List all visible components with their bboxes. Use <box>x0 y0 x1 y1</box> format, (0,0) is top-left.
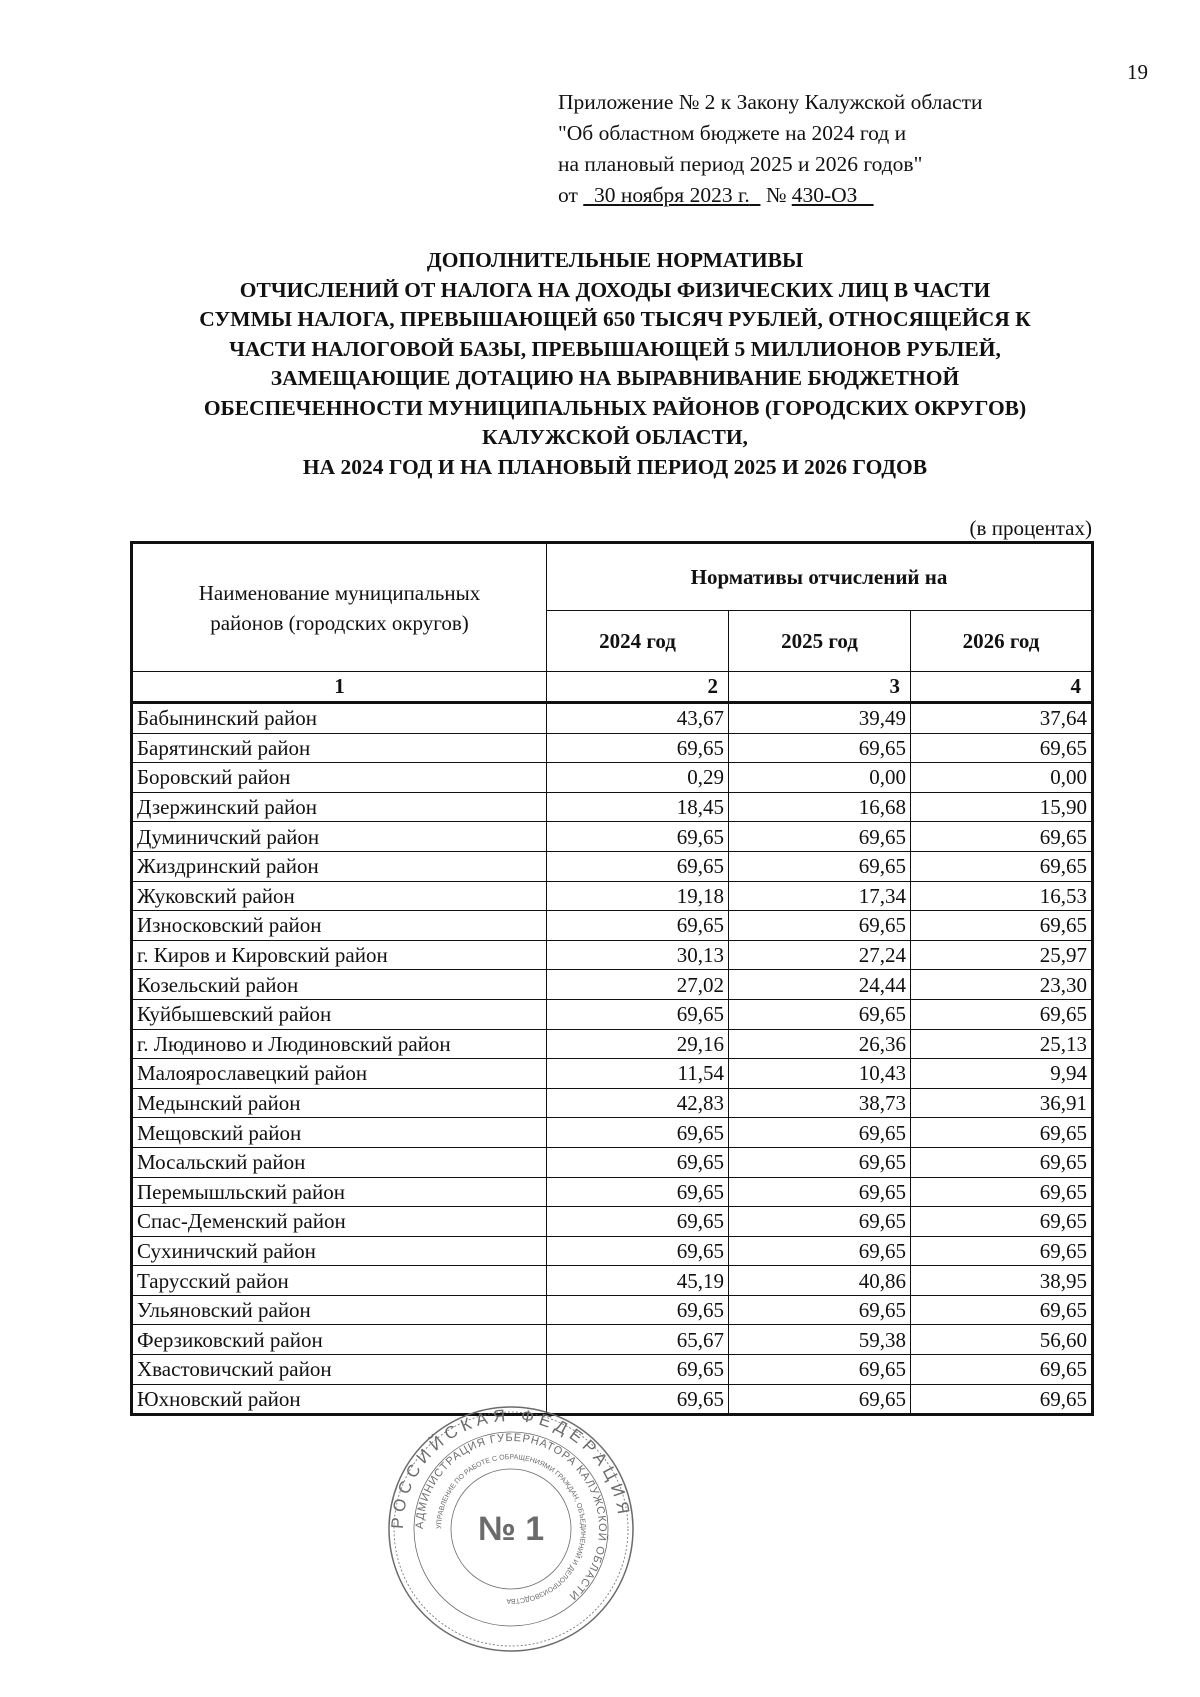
appendix-date-line <box>558 180 983 211</box>
municipality-name: Барятинский район <box>132 733 547 763</box>
table-row <box>132 792 1093 822</box>
value-2025: 38,73 <box>729 1088 911 1118</box>
value-2024: 43,67 <box>547 703 729 734</box>
value-2026: 69,65 <box>911 851 1093 881</box>
value-2026: 69,65 <box>911 1236 1093 1266</box>
header-municipality-line-1: Наименование муниципальных <box>198 580 481 605</box>
municipality-name: г. Людиново и Людиновский район <box>132 1029 547 1059</box>
units-label: (в процентах) <box>969 516 1092 540</box>
value-2025: 24,44 <box>729 970 911 1000</box>
municipality-name: Куйбышевский район <box>132 999 547 1029</box>
value-2024: 69,65 <box>547 1236 729 1266</box>
table-row <box>132 733 1093 763</box>
municipality-name: Козельский район <box>132 970 547 1000</box>
table-row <box>132 822 1093 852</box>
header-municipality-line-2: районов (городских округов) <box>210 610 469 635</box>
value-2025: 69,65 <box>729 1236 911 1266</box>
municipality-name: Дзержинский район <box>132 792 547 822</box>
value-2026: 69,65 <box>911 1177 1093 1207</box>
municipality-name: Жиздринский район <box>132 851 547 881</box>
value-2024: 11,54 <box>547 1059 729 1089</box>
value-2025: 40,86 <box>729 1266 911 1296</box>
value-2026: 69,65 <box>911 1118 1093 1148</box>
table-row <box>132 851 1093 881</box>
title-line-3: СУММЫ НАЛОГА, ПРЕВЫШАЮЩЕЙ 650 ТЫСЯЧ РУБЛЕЙ, ОТНОСЯЩЕЙСЯ К <box>199 307 1031 331</box>
table-row <box>132 1295 1093 1325</box>
value-2025: 69,65 <box>729 1207 911 1237</box>
value-2026: 69,65 <box>911 733 1093 763</box>
value-2024: 65,67 <box>547 1325 729 1355</box>
value-2024: 69,65 <box>547 733 729 763</box>
value-2024: 69,65 <box>547 911 729 941</box>
value-2024: 69,65 <box>547 1147 729 1177</box>
table-row <box>132 1177 1093 1207</box>
value-2025: 69,65 <box>729 999 911 1029</box>
municipality-name: Сухиничский район <box>132 1236 547 1266</box>
value-2026: 69,65 <box>911 1207 1093 1237</box>
table-row <box>132 999 1093 1029</box>
value-2025: 69,65 <box>729 851 911 881</box>
value-2026: 69,65 <box>911 1384 1093 1415</box>
seal-center-number: № 1 <box>477 1510 545 1548</box>
value-2025: 59,38 <box>729 1325 911 1355</box>
title-line-2: ОТЧИСЛЕНИЙ ОТ НАЛОГА НА ДОХОДЫ ФИЗИЧЕСКИХ ЛИЦ В ЧАСТИ <box>239 277 991 302</box>
value-2025: 69,65 <box>729 733 911 763</box>
value-2024: 30,13 <box>547 940 729 970</box>
table-row <box>132 911 1093 941</box>
column-number: 3 <box>729 672 911 703</box>
municipality-name: Мещовский район <box>132 1118 547 1148</box>
value-2026: 38,95 <box>911 1266 1093 1296</box>
value-2024: 69,65 <box>547 1118 729 1148</box>
header-year-2026: 2026 год <box>911 611 1093 672</box>
value-2025: 17,34 <box>729 881 911 911</box>
value-2026: 37,64 <box>911 703 1093 734</box>
municipality-name: Юхновский район <box>132 1384 547 1415</box>
title-line-1: ДОПОЛНИТЕЛЬНЫЕ НОРМАТИВЫ <box>426 248 804 272</box>
table-row <box>132 1059 1093 1089</box>
seal-outer-text: РОССИЙСКАЯ ФЕДЕРАЦИЯ <box>387 1405 634 1530</box>
value-2025: 26,36 <box>729 1029 911 1059</box>
municipality-name: Износковский район <box>132 911 547 941</box>
table-row <box>132 1266 1093 1296</box>
value-2024: 69,65 <box>547 999 729 1029</box>
table-row <box>132 1236 1093 1266</box>
norms-table <box>130 541 1094 1416</box>
number-prefix: № <box>765 183 787 207</box>
table-row <box>132 1325 1093 1355</box>
municipality-name: Ферзиковский район <box>132 1325 547 1355</box>
municipality-name: Перемышльский район <box>132 1177 547 1207</box>
value-2025: 69,65 <box>729 911 911 941</box>
appendix-line-1: Приложение № 2 к Закону Калужской области <box>558 90 983 114</box>
municipality-name: Мосальский район <box>132 1147 547 1177</box>
column-number: 1 <box>132 672 547 703</box>
appendix-line-2: "Об областном бюджете на 2024 год и <box>558 121 907 145</box>
municipality-name: Хвастовичский район <box>132 1355 547 1385</box>
municipality-name: г. Киров и Кировский район <box>132 940 547 970</box>
municipality-name: Спас-Деменский район <box>132 1207 547 1237</box>
appendix-header <box>558 87 983 211</box>
value-2026: 69,65 <box>911 911 1093 941</box>
table-row <box>132 703 1093 734</box>
value-2026: 16,53 <box>911 881 1093 911</box>
value-2025: 69,65 <box>729 1147 911 1177</box>
header-year-2025: 2025 год <box>729 611 911 672</box>
table-row <box>132 1118 1093 1148</box>
table-row <box>132 940 1093 970</box>
value-2025: 69,65 <box>729 1355 911 1385</box>
title-line-6: ОБЕСПЕЧЕННОСТИ МУНИЦИПАЛЬНЫХ РАЙОНОВ (ГОРОДСКИХ ОКРУГОВ) <box>203 395 1027 420</box>
municipality-name: Тарусский район <box>132 1266 547 1296</box>
table-row <box>132 1029 1093 1059</box>
header-municipality <box>132 543 547 672</box>
page-number: 19 <box>1127 60 1148 84</box>
value-2026: 56,60 <box>911 1325 1093 1355</box>
municipality-name: Жуковский район <box>132 881 547 911</box>
table-row <box>132 1355 1093 1385</box>
value-2026: 9,94 <box>911 1059 1093 1089</box>
document-title <box>130 246 1100 482</box>
value-2026: 69,65 <box>911 822 1093 852</box>
table-row <box>132 1088 1093 1118</box>
value-2024: 69,65 <box>547 1207 729 1237</box>
column-number: 4 <box>911 672 1093 703</box>
value-2026: 25,97 <box>911 940 1093 970</box>
value-2025: 69,65 <box>729 1295 911 1325</box>
table-row <box>132 1147 1093 1177</box>
table-row <box>132 763 1093 793</box>
value-2024: 27,02 <box>547 970 729 1000</box>
value-2025: 69,65 <box>729 1384 911 1415</box>
seal-inner-text: УПРАВЛЕНИЕ ПО РАБОТЕ С ОБРАЩЕНИЯМИ ГРАЖДАН, ОБЪЕДИНЕНИЙ И ДЕЛОПРОИЗВОДСТВА <box>435 1453 587 1605</box>
table-row <box>132 1207 1093 1237</box>
value-2026: 69,65 <box>911 999 1093 1029</box>
table-row <box>132 970 1093 1000</box>
value-2024: 0,29 <box>547 763 729 793</box>
value-2024: 29,16 <box>547 1029 729 1059</box>
table-row <box>132 881 1093 911</box>
value-2024: 69,65 <box>547 1355 729 1385</box>
header-norms-group: Нормативы отчислений на <box>547 543 1093 611</box>
title-line-7: КАЛУЖСКОЙ ОБЛАСТИ, <box>482 425 748 449</box>
law-number: 430-ОЗ <box>791 183 858 207</box>
date-prefix: от <box>558 183 578 207</box>
value-2024: 42,83 <box>547 1088 729 1118</box>
municipality-name: Думиничский район <box>132 822 547 852</box>
municipality-name: Малоярославецкий район <box>132 1059 547 1089</box>
title-line-5: ЗАМЕЩАЮЩИЕ ДОТАЦИЮ НА ВЫРАВНИВАНИЕ БЮДЖЕТНОЙ <box>270 366 960 390</box>
value-2026: 0,00 <box>911 763 1093 793</box>
value-2025: 69,65 <box>729 1118 911 1148</box>
appendix-line-3: на плановый период 2025 и 2026 годов" <box>558 152 923 176</box>
value-2025: 69,65 <box>729 1177 911 1207</box>
value-2025: 16,68 <box>729 792 911 822</box>
value-2026: 15,90 <box>911 792 1093 822</box>
value-2026: 23,30 <box>911 970 1093 1000</box>
municipality-name: Медынский район <box>132 1088 547 1118</box>
official-seal <box>386 1404 636 1654</box>
title-line-8: НА 2024 ГОД И НА ПЛАНОВЫЙ ПЕРИОД 2025 И 2026 ГОДОВ <box>302 454 928 479</box>
value-2024: 69,65 <box>547 822 729 852</box>
value-2025: 0,00 <box>729 763 911 793</box>
seal-middle-text: АДМИНИСТРАЦИЯ ГУБЕРНАТОРА КАЛУЖСКОЙ ОБЛАСТИ <box>413 1431 609 1603</box>
header-year-2024: 2024 год <box>547 611 729 672</box>
value-2024: 19,18 <box>547 881 729 911</box>
table-body <box>132 703 1093 1415</box>
municipality-name: Бабынинский район <box>132 703 547 734</box>
value-2024: 69,65 <box>547 851 729 881</box>
column-number: 2 <box>547 672 729 703</box>
value-2026: 25,13 <box>911 1029 1093 1059</box>
municipality-name: Ульяновский район <box>132 1295 547 1325</box>
municipality-name: Боровский район <box>132 763 547 793</box>
value-2026: 69,65 <box>911 1295 1093 1325</box>
value-2024: 69,65 <box>547 1177 729 1207</box>
value-2024: 45,19 <box>547 1266 729 1296</box>
title-line-4: ЧАСТИ НАЛОГОВОЙ БАЗЫ, ПРЕВЫШАЮЩЕЙ 5 МИЛЛИОНОВ РУБЛЕЙ, <box>229 336 1001 361</box>
value-2024: 69,65 <box>547 1295 729 1325</box>
law-date: 30 ноября 2023 г. <box>594 183 750 207</box>
value-2026: 69,65 <box>911 1147 1093 1177</box>
value-2024: 69,65 <box>547 1384 729 1415</box>
value-2025: 27,24 <box>729 940 911 970</box>
value-2025: 69,65 <box>729 822 911 852</box>
value-2025: 10,43 <box>729 1059 911 1089</box>
value-2025: 39,49 <box>729 703 911 734</box>
value-2026: 69,65 <box>911 1355 1093 1385</box>
value-2026: 36,91 <box>911 1088 1093 1118</box>
value-2024: 18,45 <box>547 792 729 822</box>
